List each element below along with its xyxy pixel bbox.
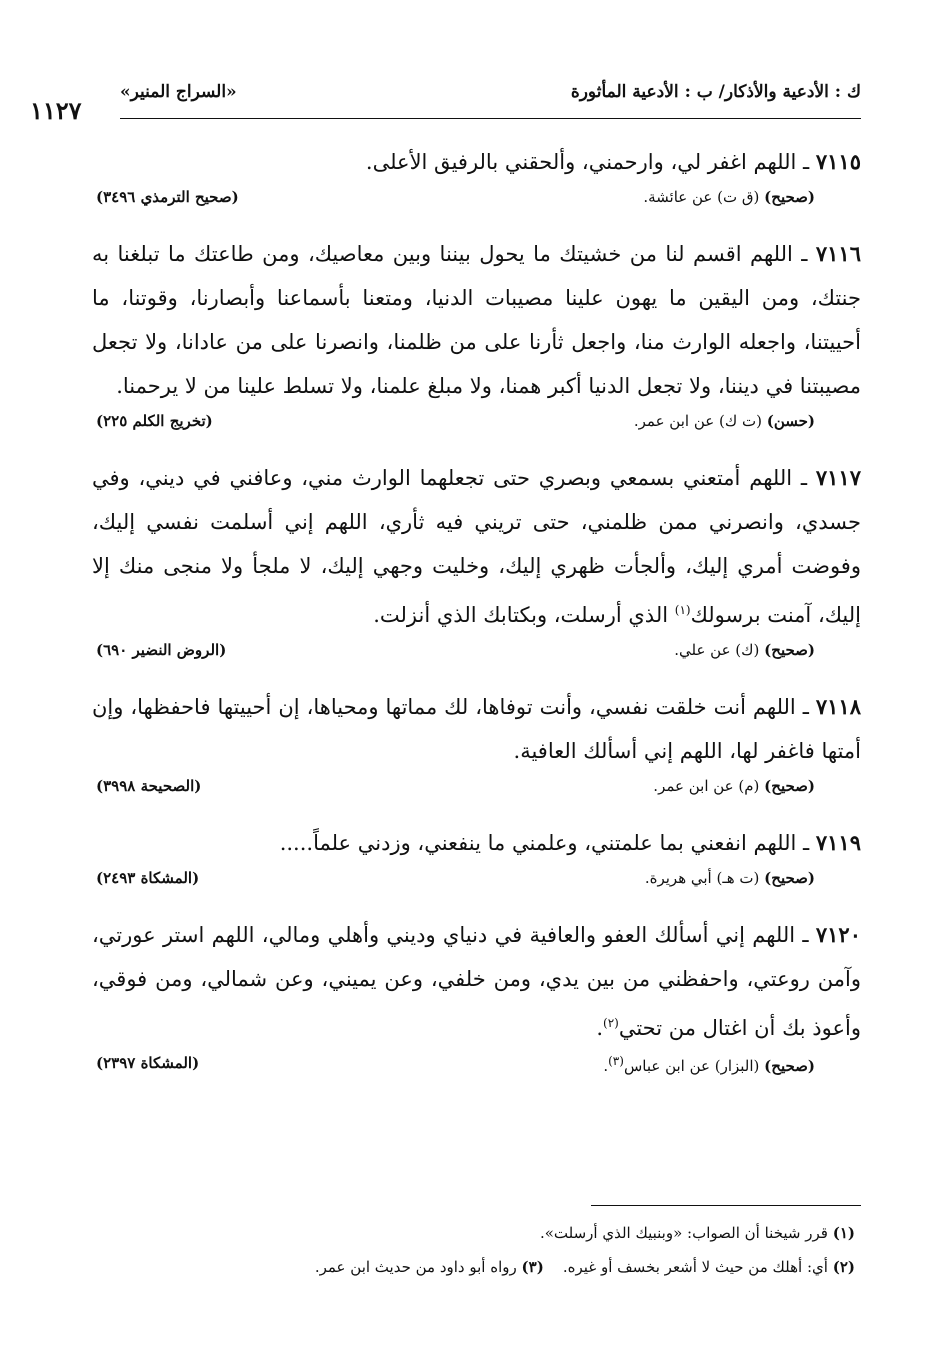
hadith-text [92, 913, 861, 1050]
source-ref [643, 188, 815, 206]
book-reference: (الصحيحة ٣٩٩٨) [96, 777, 202, 795]
source: (ت هـ) أبي هريرة. [644, 869, 760, 887]
footnote-marker: (١) [674, 603, 691, 617]
hadith-number: ٧١١٦ [815, 241, 861, 266]
hadith-list [92, 140, 861, 1098]
hadith-text [92, 821, 861, 865]
footnote [92, 1250, 855, 1284]
source-ref [653, 777, 815, 795]
footnotes [92, 1205, 861, 1284]
hadith-body: ـ اللهم اغفر لي، وارحمني، وألحقني بالرفيق الأعلى. [365, 150, 810, 174]
hadith-number: ٧١٢٠ [815, 922, 861, 947]
hadith-body: ـ اللهم إني أسألك العفو والعافية في دنياي وديني وأهلي ومالي، اللهم استر عورتي، وآمن روعتي، واحفظني من بين يدي، ومن خلفي، وعن يميني، وعن شمالي، ومن فوقي، وأعوذ بك أن اغتال من تحتي [92, 923, 861, 1040]
grade: (صحيح) [764, 1057, 815, 1075]
footnote-number: (١) [832, 1224, 855, 1242]
hadith-body: ـ اللهم أنت خلقت نفسي، وأنت توفاها، لك مماتها ومحياها، إن أحييتها فاحفظها، وإن أمتها فاغفر لها، اللهم إني أسألك العافية. [92, 695, 861, 763]
grade: (صحيح) [764, 869, 815, 887]
hadith-text [92, 232, 861, 408]
hadith-number: ٧١١٥ [815, 149, 861, 174]
grade: (صحيح) [764, 188, 815, 206]
footnote-number: (٣) [521, 1258, 544, 1276]
source: (ت ك) عن ابن عمر. [633, 412, 762, 430]
source-line [92, 773, 861, 807]
source-end: . [603, 1057, 609, 1075]
source-line [92, 408, 861, 442]
chapter-heading: ك : الأدعية والأذكار/ ب : الأدعية المأثورة [570, 82, 861, 102]
hadith-text [92, 140, 861, 184]
book-reference: (المشكاة ٢٤٩٣) [96, 869, 200, 887]
hadith-body-end: الذي أرسلت، وبكتابك الذي أنزلت. [373, 603, 675, 627]
hadith-entry [92, 821, 861, 899]
source-ref [645, 869, 815, 887]
book-reference: (المشكاة ٢٣٩٧) [96, 1054, 200, 1072]
footnote-text: رواه أبو داود من حديث ابن عمر. [314, 1258, 517, 1276]
source-ref [603, 1054, 815, 1075]
book-reference: (الروض النضير ٦٩٠) [96, 641, 227, 659]
hadith-body: ـ اللهم اقسم لنا من خشيتك ما يحول بيننا وبين معاصيك، ومن طاعتك ما تبلغنا به جنتك، ومن اليقين ما يهون علينا مصيبات الدنيا، ومتعنا بأسماعنا وأبصارنا، وقوتنا، ما أحييتنا، واجعله الوارث منا، واجعل ثأرنا على من ظلمنا، وانصرنا على من عادانا، ولا تجعل مصيبتنا في ديننا، ولا تجعل الدنيا أكبر همنا، ولا مبلغ علمنا، ولا تسلط علينا من لا يرحمنا. [92, 242, 861, 398]
footnote-marker: (٢) [603, 1016, 619, 1030]
hadith-body: ـ اللهم انفعني بما علمتني، وعلمني ما ينفعني، وزدني علماً..... [279, 831, 810, 855]
hadith-body: ـ اللهم أمتعني بسمعي وبصري حتى تجعلهما الوارث مني، وعافني في ديني، وفي جسدي، وانصرني ممن ظلمني، حتى تريني فيه ثأري، اللهم إني أسلمت نفسي إليك، وفوضت أمري إليك، وألجأت ظهري إليك، وخليت وجهي إليك، لا ملجأ ولا منجى منك إلا إليك، آمنت برسولك [92, 466, 861, 627]
book-reference: (تخريج الكلم ٢٢٥) [96, 412, 213, 430]
header-rule [120, 118, 861, 119]
footnote-text: أي: أهلك من حيث لا أشعر بخسف أو غيره. [562, 1258, 828, 1276]
hadith-entry [92, 140, 861, 218]
hadith-body-end: . [596, 1016, 603, 1040]
book-reference: (صحيح الترمذي ٣٤٩٦) [96, 188, 239, 206]
footnote-rule [591, 1205, 861, 1206]
source: (م) عن ابن عمر. [653, 777, 760, 795]
hadith-entry [92, 456, 861, 671]
grade: (حسن) [766, 412, 815, 430]
source: (ك) عن علي. [674, 641, 760, 659]
hadith-entry [92, 913, 861, 1084]
footnote [92, 1216, 855, 1250]
source-line [92, 637, 861, 671]
source-ref [634, 412, 815, 430]
footnote-marker: (٣) [608, 1054, 624, 1068]
grade: (صحيح) [764, 777, 815, 795]
source-line [92, 865, 861, 899]
hadith-number: ٧١١٧ [815, 465, 861, 490]
footnote-number: (٢) [832, 1258, 855, 1276]
hadith-number: ٧١١٨ [815, 694, 861, 719]
hadith-entry [92, 685, 861, 807]
hadith-text [92, 685, 861, 773]
source: (ق ت) عن عائشة. [643, 188, 760, 206]
source-line [92, 1050, 861, 1084]
hadith-entry [92, 232, 861, 442]
source-ref [674, 641, 815, 659]
hadith-number: ٧١١٩ [815, 830, 861, 855]
footnote-text: قرر شيخنا أن الصواب: «وبنبيك الذي أرسلت». [539, 1224, 828, 1242]
book-title: «السراج المنير» [120, 82, 237, 102]
source: (البزار) عن ابن عباس [623, 1057, 760, 1075]
source-line [92, 184, 861, 218]
page-number: ١١٢٧ [30, 96, 82, 125]
hadith-text [92, 456, 861, 637]
page-header [30, 80, 861, 125]
grade: (صحيح) [764, 641, 815, 659]
